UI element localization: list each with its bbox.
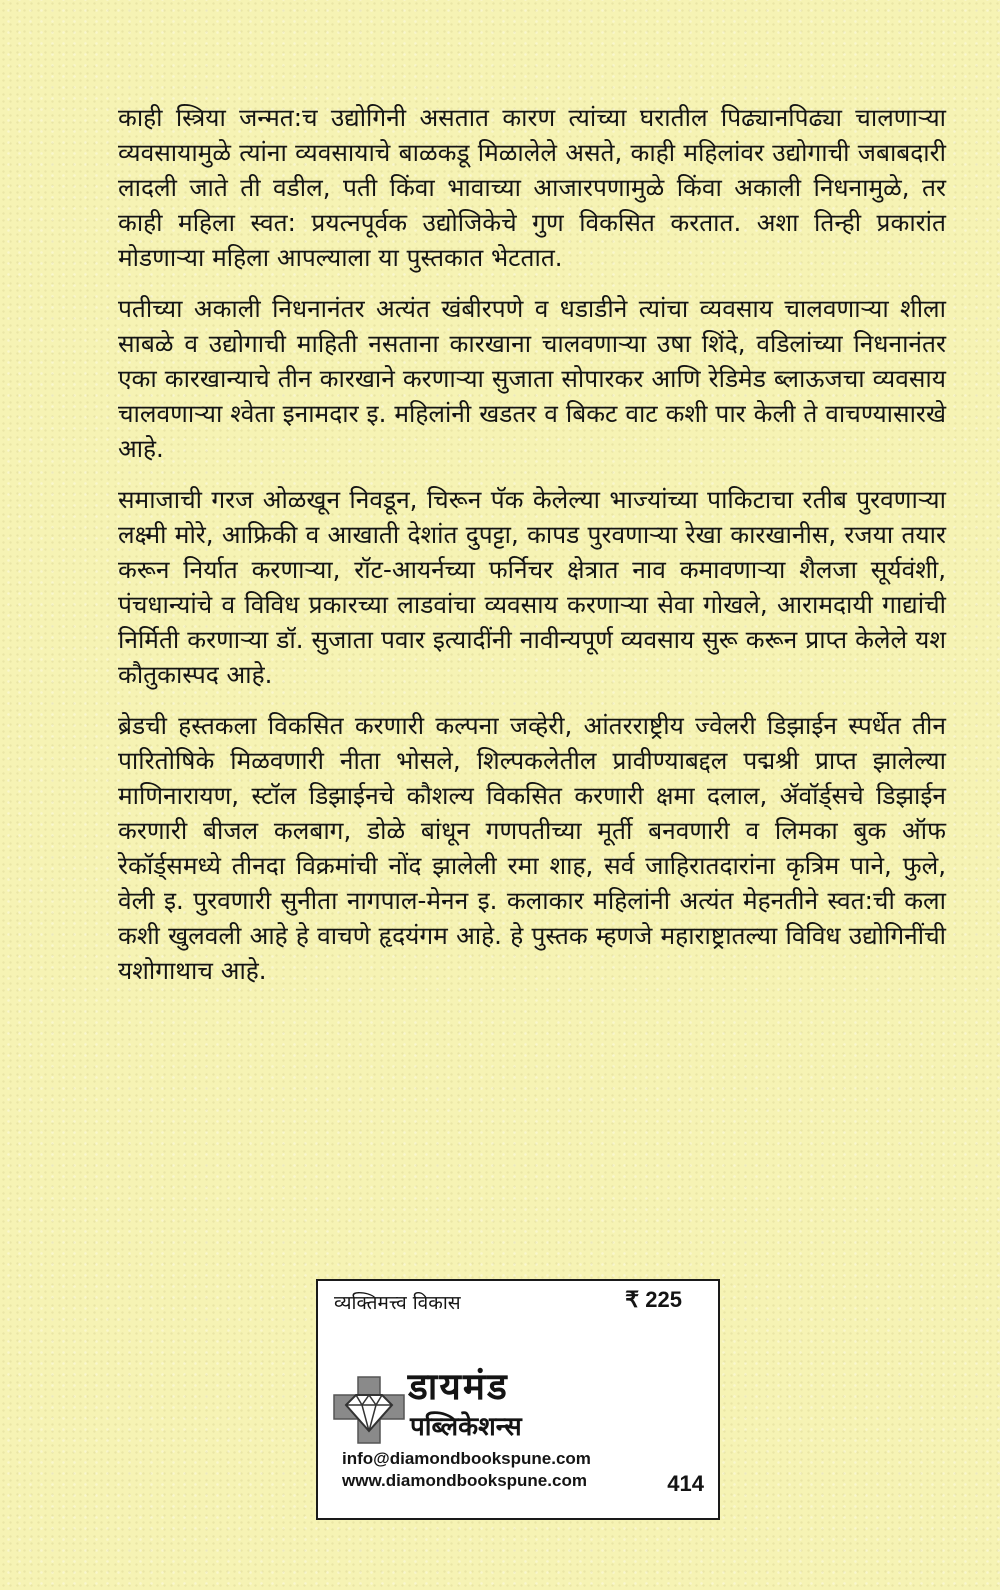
blurb-paragraph-2: पतीच्या अकाली निधनानंतर अत्यंत खंबीरपणे व धडाडीने त्यांचा व्यवसाय चालवणाऱ्या शीला साबळे व उद्योगाची माहिती नसताना कारखाना चालवणाऱ्या उषा शिंदे, वडिलांच्या निधनानंतर एका कारखान्याचे तीन कारखाने करणाऱ्या सुजाता सोपारकर आणि रेडिमेड ब्लाऊजचा व्यवसाय चालवणाऱ्या श्वेता इनामदार इ. महिलांनी खडतर व बिकट वाट कशी पार केली ते वाचण्यासारखे आहे.	[118, 294, 946, 463]
publisher-website[interactable]: www.diamondbookspune.com	[342, 1471, 587, 1490]
diamond-icon	[332, 1375, 406, 1445]
publisher-name-secondary: पब्लिकेशन्स	[410, 1412, 522, 1442]
publisher-name: डायमंड	[408, 1365, 509, 1408]
catalog-number: 414	[667, 1471, 704, 1496]
publisher-price-box	[316, 1279, 720, 1520]
blurb-paragraph-1: काही स्त्रिया जन्मत:च उद्योगिनी असतात कारण त्यांच्या घरातील पिढ्यानपिढ्या चालणाऱ्या व्यवसायामुळे त्यांना व्यवसायाचे बाळकडू मिळालेले असते, काही महिलांवर उद्योगाची जबाबदारी लादली जाते ती वडील, पती किंवा भावाच्या आजारपणामुळे किंवा अकाली निधनामुळे, तर काही महिला स्वत: प्रयत्नपूर्वक उद्योजिकेचे गुण विकसित करतात. अशा तिन्ही प्रकारांत मोडणाऱ्या महिला आपल्याला या पुस्तकात भेटतात.	[118, 103, 946, 272]
book-price: ₹ 225	[625, 1287, 682, 1312]
back-cover-blurb	[118, 100, 946, 1004]
publisher-email[interactable]: info@diamondbookspune.com	[342, 1449, 591, 1468]
blurb-paragraph-3: समाजाची गरज ओळखून निवडून, चिरून पॅक केलेल्या भाज्यांच्या पाकिटाचा रतीब पुरवणाऱ्या लक्ष्मी मोरे, आफ्रिकी व आखाती देशांत दुपट्टा, कापड पुरवणाऱ्या रेखा कारखानीस, रजया तयार करून निर्यात करणाऱ्या, रॉट-आयर्नच्या फर्निचर क्षेत्रात नाव कमावणाऱ्या शैलजा सूर्यवंशी, पंचधान्यांचे व विविध प्रकारच्या लाडवांचा व्यवसाय करणाऱ्या सेवा गोखले, आरामदायी गाद्यांची निर्मिती करणाऱ्या डॉ. सुजाता पवार इत्यादींनी नावीन्यपूर्ण व्यवसाय सुरू करून प्राप्त केलेले यश कौतुकास्पद आहे.	[118, 485, 946, 689]
book-category: व्यक्तिमत्त्व विकास	[334, 1292, 461, 1314]
blurb-paragraph-4: ब्रेडची हस्तकला विकसित करणारी कल्पना जव्हेरी, आंतरराष्ट्रीय ज्वेलरी डिझाईन स्पर्धेत तीन पारितोषिके मिळवणारी नीता भोसले, शिल्पकलेतील प्रावीण्याबद्दल पद्मश्री प्राप्त झालेल्या माणिनारायण, स्टॉल डिझाईनचे कौशल्य विकसित करणारी क्षमा दलाल, ॲवॉर्ड्सचे डिझाईन करणारी बीजल कलबाग, डोळे बांधून गणपतीच्या मूर्ती बनवणारी व लिमका बुक ऑफ रेकॉर्ड्समध्ये तीनदा विक्रमांची नोंद झालेली रमा शाह, सर्व जाहिरातदारांना कृत्रिम पाने, फुले, वेली इ. पुरवणारी सुनीता नागपाल-मेनन इ. कलाकार महिलांनी अत्यंत मेहनतीने स्वत:ची कला कशी खुलवली आहे हे वाचणे हृदयंगम आहे. हे पुस्तक म्हणजे महाराष्ट्रातल्या विविध उद्योगिनींची यशोगाथाच आहे.	[118, 711, 946, 985]
